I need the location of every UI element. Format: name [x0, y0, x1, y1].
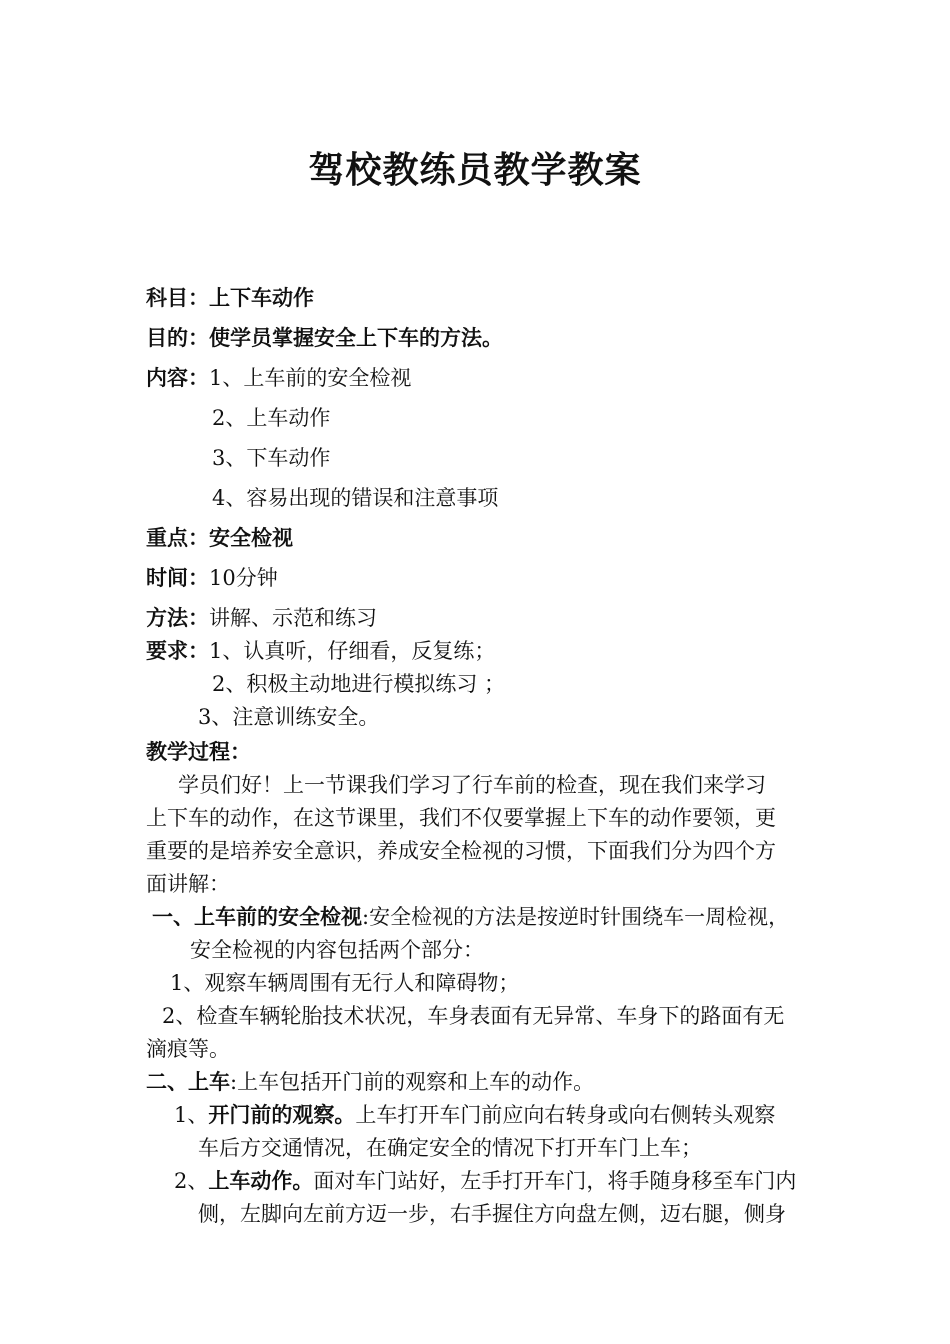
- process-heading: 教学过程：: [146, 740, 251, 764]
- time-line: [146, 563, 278, 593]
- section-2-item-1-num: 1、: [174, 1103, 209, 1127]
- section-1-item-2-cont: 滴痕等。: [146, 1037, 230, 1061]
- section-2-item-1-text: 上车打开车门前应向右转身或向右侧转头观察: [355, 1103, 776, 1127]
- section-2-text: :上车包括开门前的观察和上车的动作。: [230, 1070, 595, 1094]
- section-1-text: :安全检视的方法是按逆时针围绕车一周检视，: [362, 905, 790, 929]
- section-1-heading: 一、上车前的安全检视: [152, 905, 362, 929]
- intro-line-4: 面讲解：: [146, 872, 230, 896]
- content-item-1: 1、上车前的安全检视: [209, 366, 412, 390]
- section-2-line: [146, 1067, 594, 1097]
- section-2-item-2-cont: 侧，左脚向左前方迈一步，右手握住方向盘左侧，迈右腿，侧身: [198, 1202, 786, 1226]
- requirement-item-2: 2、积极主动地进行模拟练习 ；: [212, 672, 506, 696]
- section-1-line: [152, 902, 789, 932]
- content-label: 内容：: [146, 366, 209, 390]
- requirements-line: [146, 636, 495, 666]
- requirement-item-1: 1、认真听，仔细看，反复练；: [209, 639, 496, 663]
- content-item-3: 3、下车动作: [212, 446, 331, 470]
- requirements-label: 要求：: [146, 639, 209, 663]
- time-label: 时间：: [146, 566, 209, 590]
- method-line: [146, 603, 377, 633]
- content-line: [146, 363, 411, 393]
- section-2-item-2-text: 面对车门站好，左手打开车门，将手随身移至车门内: [313, 1169, 797, 1193]
- section-1-item-2: 2、检查车辆轮胎技术状况，车身表面有无异常、车身下的路面有无: [162, 1004, 785, 1028]
- section-2-item-2-bold: 上车动作。: [208, 1169, 314, 1193]
- section-1-item-1: 1、观察车辆周围有无行人和障碍物；: [170, 971, 520, 995]
- subject-line: [146, 283, 314, 313]
- method-value: 讲解、示范和练习: [209, 606, 377, 630]
- document-title: 驾校教练员教学教案: [308, 150, 642, 191]
- section-2-item-2: [174, 1166, 796, 1196]
- focus-value: 安全检视: [209, 526, 293, 550]
- method-label: 方法：: [146, 606, 209, 630]
- section-2-item-1-bold: 开门前的观察。: [208, 1103, 356, 1127]
- purpose-value: 使学员掌握安全上下车的方法。: [209, 326, 503, 350]
- section-1-line-2: 安全检视的内容包括两个部分：: [190, 938, 484, 962]
- section-2-item-1-cont: 车后方交通情况，在确定安全的情况下打开车门上车；: [198, 1136, 702, 1160]
- content-item-4: 4、容易出现的错误和注意事项: [212, 486, 499, 510]
- subject-value: 上下车动作: [209, 286, 314, 310]
- time-value: 10分钟: [209, 566, 278, 590]
- intro-line-1: 学员们好！上一节课我们学习了行车前的检查，现在我们来学习: [178, 773, 766, 797]
- intro-line-2: 上下车的动作，在这节课里，我们不仅要掌握上下车的动作要领，更: [146, 806, 776, 830]
- content-item-2: 2、上车动作: [212, 406, 331, 430]
- purpose-label: 目的：: [146, 326, 209, 350]
- section-2-heading: 二、上车: [146, 1070, 230, 1094]
- focus-label: 重点：: [146, 526, 209, 550]
- subject-label: 科目：: [146, 286, 209, 310]
- section-2-item-2-num: 2、: [174, 1169, 209, 1193]
- requirement-item-3: 3、注意训练安全。: [198, 705, 380, 729]
- intro-line-3: 重要的是培养安全意识，养成安全检视的习惯，下面我们分为四个方: [146, 839, 776, 863]
- focus-line: [146, 523, 293, 553]
- section-2-item-1: [174, 1100, 775, 1130]
- purpose-line: [146, 323, 503, 353]
